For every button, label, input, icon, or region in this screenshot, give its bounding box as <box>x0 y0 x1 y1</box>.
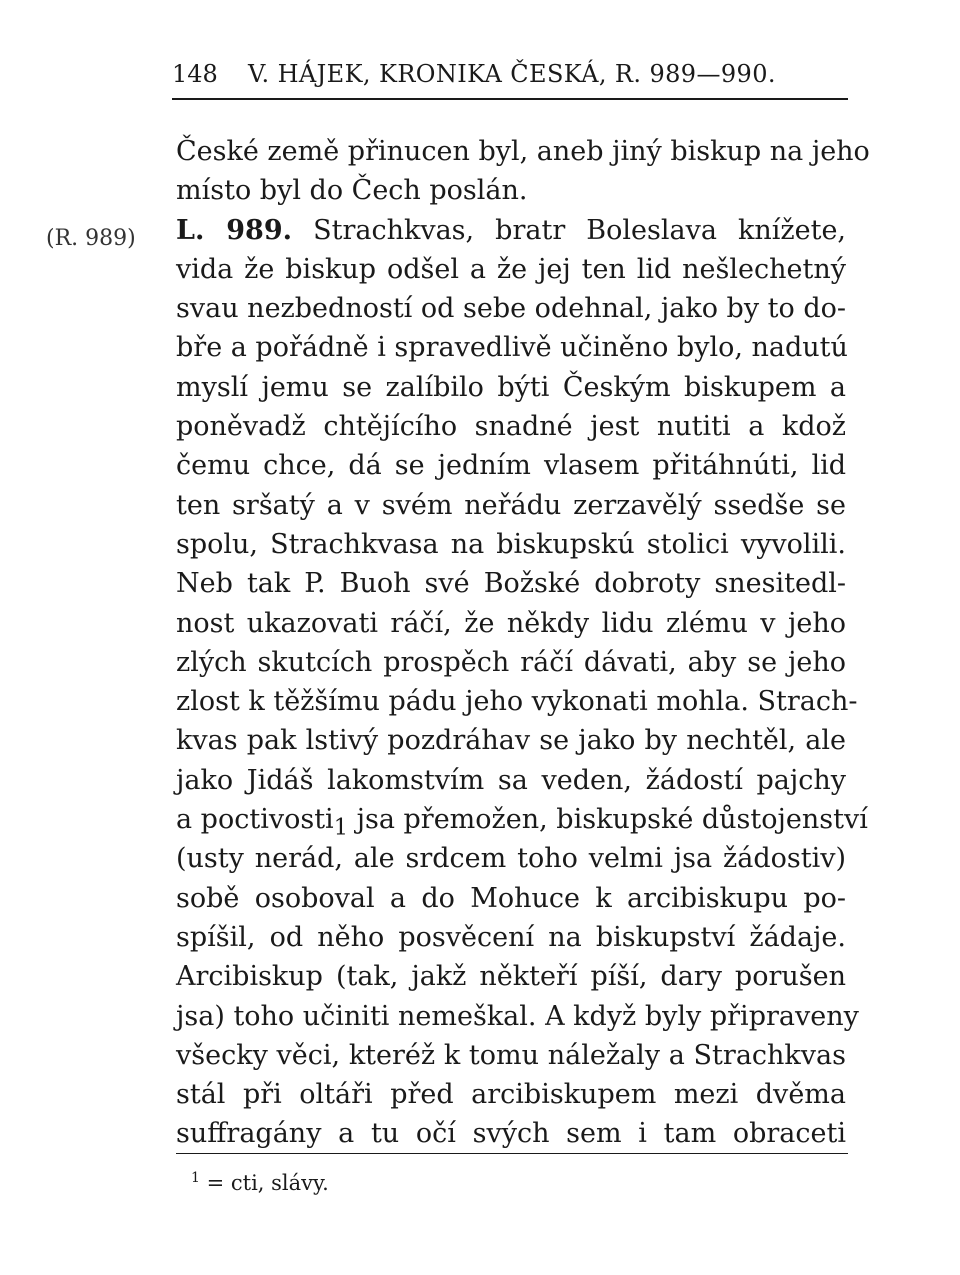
text-segment: Strachkvas, bratr Boleslava knížete, <box>313 214 847 246</box>
footnote <box>191 1170 329 1195</box>
text-line: sobě osoboval a do Mohuce k arcibiskupu po- <box>176 882 846 914</box>
text-line: poněvadž chtějícího snadné jest nutiti a kdož <box>176 411 846 443</box>
text-line: spolu, Strachkvasa na biskupskú stolici vyvolili. <box>176 528 846 560</box>
page-header <box>172 60 848 100</box>
text-line: zlých skutcích prospěch ráčí dávati, aby se jeho <box>176 646 846 678</box>
text-line: kvas pak lstivý pozdráhav se jako by nechtěl, ale <box>176 725 846 757</box>
text-line <box>176 211 846 250</box>
margin-note: (R. 989) <box>46 226 136 251</box>
text-line: čemu chce, dá se jedním vlasem přitáhnúti, lid <box>176 450 846 482</box>
text-line: jako Jidáš lakomstvím sa veden, žádostí pajchy <box>176 764 846 796</box>
page-number: 148 <box>172 60 218 88</box>
footnote-reference: 1 <box>333 814 349 841</box>
text-line: bře a pořádně i spravedlivě učiněno bylo, nadutú <box>176 332 848 364</box>
text-line: vida že biskup odšel a že jej ten lid nešlechetný <box>176 253 846 285</box>
text-line: stál při oltáři před arcibiskupem mezi dvěma <box>176 1079 846 1111</box>
text-segment: jsa přemožen, biskupské důstojenství <box>348 804 868 836</box>
text-line: České země přinucen byl, aneb jiný biskup na jeho <box>176 136 870 167</box>
text-line: všecky věci, kteréž k tomu náležaly a Strachkvas <box>176 1039 846 1071</box>
text-line: Arcibiskup (tak, jakž někteří píší, dary porušen <box>176 961 846 993</box>
footnote-marker: 1 <box>191 1170 200 1186</box>
body-text <box>176 132 870 1154</box>
text-line <box>176 800 868 841</box>
running-title: V. HÁJEK, KRONIKA ČESKÁ, R. 989—990. <box>248 60 776 88</box>
text-line: spíšil, od něho posvěcení na biskupství žádaje. <box>176 921 846 953</box>
text-line: myslí jemu se zalíbilo býti Českým biskupem a <box>176 371 846 403</box>
text-line: jsa) toho učiniti nemeškal. A když byly připraveny <box>176 1000 859 1032</box>
text-line: místo byl do Čech poslán. <box>176 175 528 207</box>
text-line: suffragány a tu očí svých sem i tam obraceti <box>176 1118 846 1150</box>
text-line: zlost k těžšímu pádu jeho vykonati mohla. Strach- <box>176 686 858 718</box>
text-segment: a poctivosti <box>176 804 334 836</box>
text-line: nost ukazovati ráčí, že někdy lidu zlému v jeho <box>176 607 846 639</box>
text-line: svau nezbedností od sebe odehnal, jako by to do- <box>176 293 847 325</box>
text-line: (usty nerád, ale srdcem toho velmi jsa žádostiv) <box>176 843 846 875</box>
entry-label: L. 989. <box>176 214 293 246</box>
footnote-text: = cti, slávy. <box>206 1171 329 1195</box>
text-line: ten sršatý a v svém neřádu zerzavělý ssedše se <box>176 489 846 521</box>
text-line: Neb tak P. Buoh své Božské dobroty snesitedl- <box>176 568 846 600</box>
footnote-rule <box>176 1153 848 1154</box>
header-rule <box>172 98 848 100</box>
